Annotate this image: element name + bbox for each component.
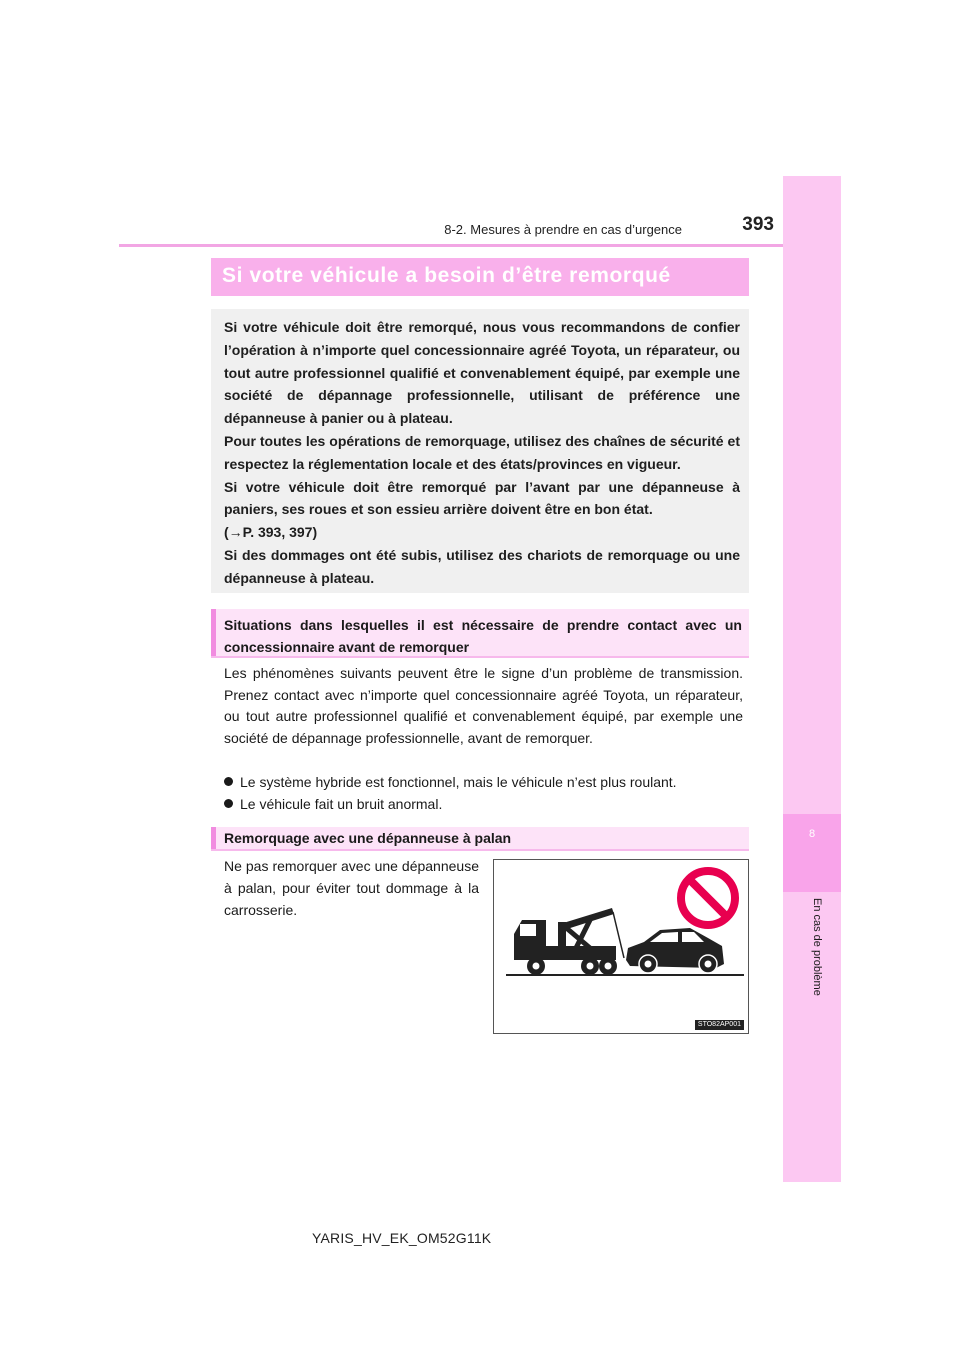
prohibition-icon — [681, 871, 735, 925]
bullet-item — [224, 793, 442, 815]
section2-paragraph: Ne pas remorquer avec une dépanneuse à palan, pour éviter tout dommage à la carrosserie. — [224, 858, 479, 918]
chapter-label: En cas de problème — [811, 898, 823, 996]
page-number: 393 — [742, 214, 774, 235]
bullet-dot-icon — [224, 799, 233, 808]
towed-car-icon — [626, 928, 724, 973]
tow-truck-figure — [493, 859, 749, 1034]
section2-underline — [211, 849, 749, 851]
tow-truck-illustration — [494, 860, 750, 1035]
figure-code: STO82AP001 — [695, 1020, 744, 1030]
bullet-text: Le véhicule fait un bruit anormal. — [240, 796, 443, 812]
section2-heading: Remorquage avec une dépanneuse à palan — [224, 830, 512, 846]
bullet-item — [224, 771, 677, 793]
bullet-dot-icon — [224, 777, 233, 786]
chapter-side-tab — [783, 176, 841, 1182]
header-section-title: 8-2. Mesures à prendre en cas d’urgence — [444, 222, 682, 237]
document-code: YARIS_HV_EK_OM52G11K — [312, 1230, 492, 1246]
section1-underline — [211, 656, 749, 658]
bullet-text: Le système hybride est fonctionnel, mais le véhicule n’est plus roulant. — [240, 774, 677, 790]
header-rule — [119, 244, 783, 247]
intro-text: Si votre véhicule doit être remorqué, nous vous recommandons de confier l’opération à n’importe quel concessionnaire agréé Toyota, un réparateur, ou tout autre professionnel qualifié et convenablement équipé, par exemple une société de dépannage professionnelle, utilisant de préférence une dépanneuse à panier ou à plateau. Pour toutes les opérations de remorquage, utilisez des chaînes de sécurité et respectez la réglementation locale et des états/provinces en vigueur. Si votre véhicule doit être remorqué par l’avant par une dépanneuse à paniers, ses roues et son essieu arrière doivent être en bon état. (→P. 393, 397) Si des dommages ont été subis, utilisez des chariots de remorquage ou une dépanneuse à plateau. — [224, 319, 740, 586]
page-title: Si votre véhicule a besoin d’être remorqué — [222, 264, 671, 287]
section1-heading: Situations dans lesquelles il est nécessaire de prendre contact avec un concessionnaire avant de remorquer — [224, 617, 742, 655]
tow-truck-icon — [514, 908, 624, 975]
section1-paragraph: Les phénomènes suivants peuvent être le signe d’un problème de transmission. Prenez contact avec n’importe quel concessionnaire agréé Toyota, un réparateur, ou tout autre professionnel qualifié et convenablement équipé, par exemple une société de dépannage professionnelle, avant de remorquer. — [224, 665, 743, 746]
chapter-number-box — [783, 814, 841, 892]
chapter-number: 8 — [808, 828, 816, 840]
